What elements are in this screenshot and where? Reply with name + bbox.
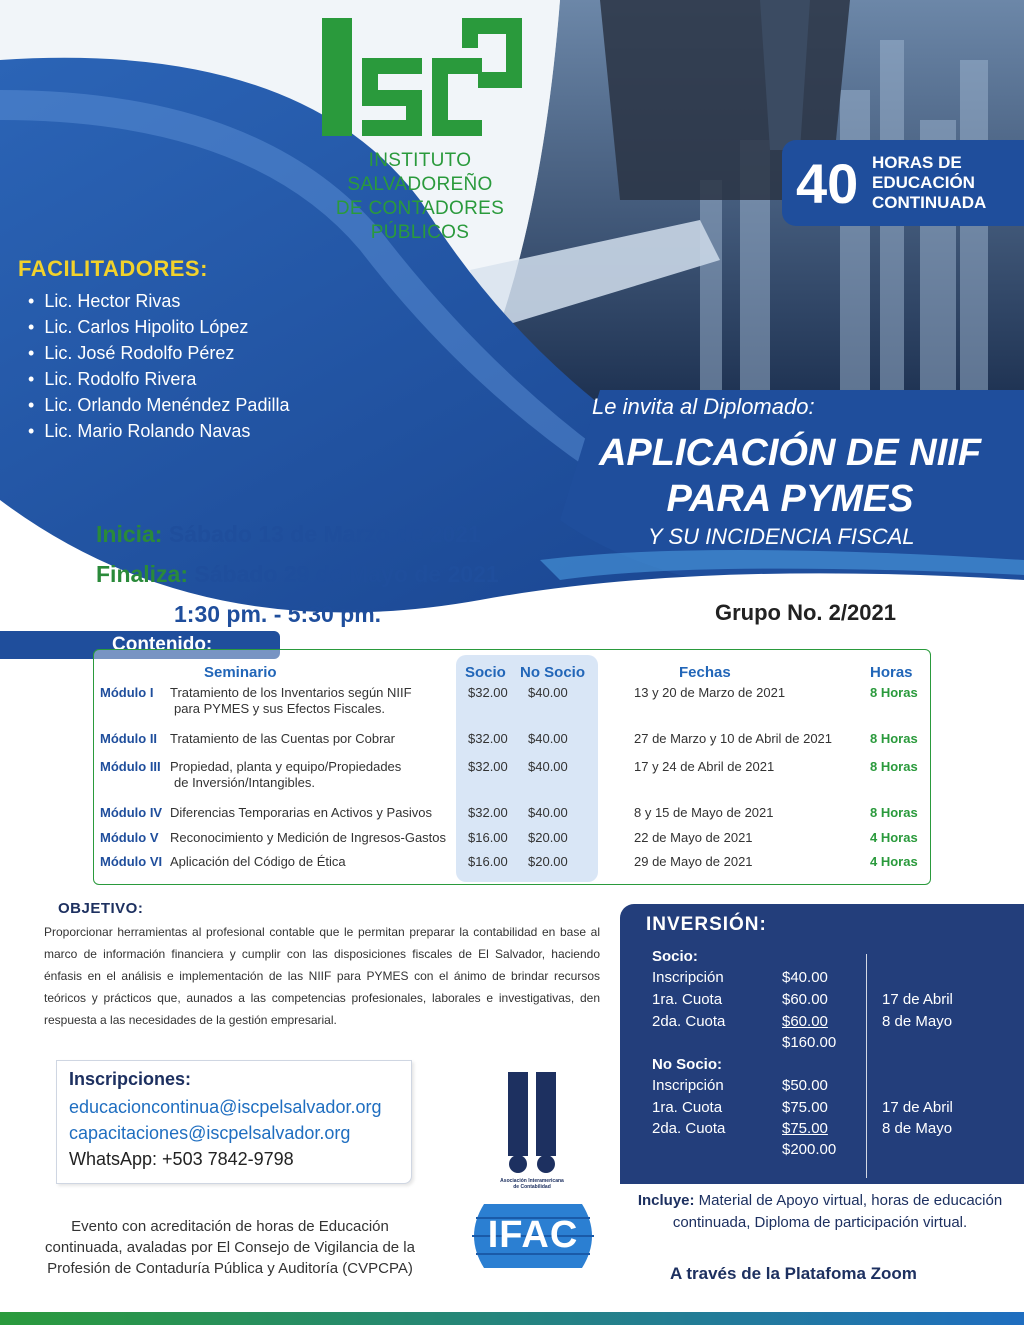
session-time: 1:30 pm. - 5:30 pm. <box>174 601 382 627</box>
seminar-line-2: de Inversión/Intangibles. <box>174 775 315 790</box>
facilitator-item: • Lic. José Rodolfo Pérez <box>18 340 289 366</box>
end-label: Finaliza: <box>96 561 189 587</box>
objective-heading: OBJETIVO: <box>58 900 144 917</box>
header-no-socio: No Socio <box>520 664 586 681</box>
investment-divider <box>866 954 867 1178</box>
hours-number: 40 <box>796 151 859 215</box>
price-socio: $32.00 <box>468 731 508 746</box>
group-number: Grupo No. 2/2021 <box>715 600 896 625</box>
no-socio-item: Inscripción <box>652 1077 724 1094</box>
facilitator-item: • Lic. Rodolfo Rivera <box>18 366 289 392</box>
end-value: Sábado 29 de Mayo de 2021 <box>194 561 499 587</box>
socio-item: Inscripción <box>652 969 724 986</box>
module-name: Módulo II <box>100 731 158 746</box>
aic-line-2: de Contabilidad <box>513 1184 551 1190</box>
module-name: Módulo VI <box>100 854 163 869</box>
no-socio-amount: $75.00 <box>782 1120 828 1137</box>
hours-badge <box>782 140 1024 226</box>
accreditation-note: Evento con acreditación de horas de Educación continuada, avaladas por El Consejo de Vigilancia de la Profesión de Contaduría Pública y Auditoría (CVPCPA) <box>45 1218 415 1277</box>
no-socio-total: $200.00 <box>782 1141 837 1158</box>
no-socio-label: No Socio: <box>652 1056 722 1073</box>
socio-amount: $60.00 <box>782 991 828 1008</box>
no-socio-date: 17 de Abril <box>882 1099 953 1116</box>
investment-box <box>620 904 1024 1184</box>
aic-line-1: Asociación Interamericana <box>500 1178 564 1184</box>
no-socio-date: 8 de Mayo <box>882 1120 953 1137</box>
seminar-line-1: Propiedad, planta y equipo/Propiedades <box>170 759 402 774</box>
invite-lead: Le invita al Diplomado: <box>592 394 815 419</box>
header-hours: Horas <box>870 664 913 681</box>
price-socio: $16.00 <box>468 854 508 869</box>
platform-note: A través de la Platafoma Zoom <box>670 1264 917 1283</box>
module-hours: 8 Horas <box>870 731 918 746</box>
module-dates: 22 de Mayo de 2021 <box>634 830 753 845</box>
course-title-line-2: PARA PYMES <box>666 478 914 520</box>
module-hours: 4 Horas <box>870 854 918 869</box>
module-hours: 8 Horas <box>870 759 918 774</box>
socio-date: 17 de Abril <box>882 991 953 1008</box>
no-socio-amount: $50.00 <box>782 1077 828 1094</box>
aic-logo <box>496 1072 568 1190</box>
facilitator-item: • Lic. Hector Rivas <box>18 288 289 314</box>
includes-note <box>624 1190 1016 1234</box>
socio-total: $160.00 <box>782 1034 837 1051</box>
start-value: Sábado 13 de Marzo de 2021 <box>168 521 481 547</box>
course-title-line-1: APLICACIÓN DE NIIF <box>598 432 982 474</box>
socio-item: 1ra. Cuota <box>652 991 723 1008</box>
module-dates: 17 y 24 de Abril de 2021 <box>634 759 775 774</box>
module-name: Módulo V <box>100 830 159 845</box>
price-no-socio: $20.00 <box>528 830 568 845</box>
hours-line-3: CONTINUADA <box>872 193 987 212</box>
content-tab: Contenido: <box>0 631 280 659</box>
module-hours: 8 Horas <box>870 805 918 820</box>
price-socio: $32.00 <box>468 759 508 774</box>
ifac-text: IFAC <box>487 1214 579 1256</box>
facilitator-item: • Lic. Orlando Menéndez Padilla <box>18 392 289 418</box>
course-subtitle: Y SU INCIDENCIA FISCAL <box>648 524 915 549</box>
module-name: Módulo III <box>100 759 161 774</box>
price-socio: $32.00 <box>468 685 508 700</box>
includes-label: Incluye: <box>637 1192 695 1209</box>
price-no-socio: $40.00 <box>528 731 568 746</box>
socio-item: 2da. Cuota <box>652 1013 726 1030</box>
seminar-line-1: Reconocimiento y Medición de Ingresos-Gastos <box>170 830 447 845</box>
header-seminar: Seminario <box>204 664 277 681</box>
objective-text: Proporcionar herramientas al profesional contable que le permitan preparar la contabilidad en base al marco de información financiera y cumplir con las disposiciones fiscales de El Salvador, haciendo énfasis en el análisis e implementación de las NIIF para PYMES con el ánimo de brindar recursos teóricos y prácticos que, aunados a las competencias profesionales, laborales e investigativas, den respuesta a las necesidades de la gestión empresarial. <box>44 925 600 1027</box>
price-socio: $32.00 <box>468 805 508 820</box>
no-socio-item: 1ra. Cuota <box>652 1099 723 1116</box>
hours-line-2: EDUCACIÓN <box>872 173 975 192</box>
seminar-line-1: Tratamiento de las Cuentas por Cobrar <box>170 731 395 746</box>
price-no-socio: $40.00 <box>528 685 568 700</box>
registration-heading: Inscripciones: <box>69 1069 192 1089</box>
module-dates: 27 de Marzo y 10 de Abril de 2021 <box>634 731 833 746</box>
logo-line-2: DE CONTADORES PÚBLICOS <box>335 198 505 243</box>
facilitator-item: • Lic. Carlos Hipolito López <box>18 314 289 340</box>
email-link-1[interactable]: educacioncontinua@iscpelsalvador.org <box>69 1097 382 1117</box>
whatsapp-contact: WhatsApp: +503 7842-9798 <box>69 1149 294 1169</box>
module-hours: 8 Horas <box>870 685 918 700</box>
price-no-socio: $20.00 <box>528 854 568 869</box>
invite-block <box>560 394 1020 550</box>
module-name: Módulo IV <box>100 805 163 820</box>
socio-date: 8 de Mayo <box>882 1013 953 1030</box>
module-dates: 8 y 15 de Mayo de 2021 <box>634 805 774 820</box>
bottom-bar <box>0 1312 1024 1325</box>
no-socio-amount: $75.00 <box>782 1099 828 1116</box>
registration-box <box>56 1060 412 1184</box>
module-name: Módulo I <box>100 685 154 700</box>
header-dates: Fechas <box>679 664 731 681</box>
header-socio: Socio <box>465 664 506 681</box>
socio-amount: $60.00 <box>782 1013 828 1030</box>
investment-heading: INVERSIÓN: <box>646 914 767 935</box>
socio-amount: $40.00 <box>782 969 828 986</box>
iscp-logo <box>300 18 540 245</box>
seminar-line-2: para PYMES y sus Efectos Fiscales. <box>174 701 385 716</box>
seminar-line-1: Tratamiento de los Inventarios según NIIF <box>170 685 412 700</box>
price-no-socio: $40.00 <box>528 805 568 820</box>
email-link-2[interactable]: capacitaciones@iscpelsalvador.org <box>69 1123 351 1143</box>
iscp-logo-mark <box>322 18 522 138</box>
hours-line-1: HORAS DE <box>872 153 962 172</box>
price-no-socio: $40.00 <box>528 759 568 774</box>
ifac-logo <box>464 1198 602 1274</box>
facilitators-list <box>18 288 289 444</box>
facilitators-heading: FACILITADORES: <box>18 256 208 281</box>
module-hours: 4 Horas <box>870 830 918 845</box>
seminar-line-1: Aplicación del Código de Ética <box>170 854 346 869</box>
seminar-line-1: Diferencias Temporarias en Activos y Pasivos <box>170 805 433 820</box>
module-dates: 29 de Mayo de 2021 <box>634 854 753 869</box>
includes-text: Material de Apoyo virtual, horas de educación continuada, Diploma de participación virtual. <box>672 1192 1003 1231</box>
objective-section <box>44 900 600 1031</box>
aic-logo-mark <box>504 1072 560 1176</box>
facilitators-section <box>18 256 289 444</box>
socio-label: Socio: <box>652 948 698 965</box>
logo-line-1: INSTITUTO SALVADOREÑO <box>347 150 493 195</box>
start-label: Inicia: <box>96 521 163 547</box>
price-socio: $16.00 <box>468 830 508 845</box>
no-socio-item: 2da. Cuota <box>652 1120 726 1137</box>
module-dates: 13 y 20 de Marzo de 2021 <box>634 685 786 700</box>
facilitator-item: • Lic. Mario Rolando Navas <box>18 418 289 444</box>
schedule-block <box>96 514 499 634</box>
